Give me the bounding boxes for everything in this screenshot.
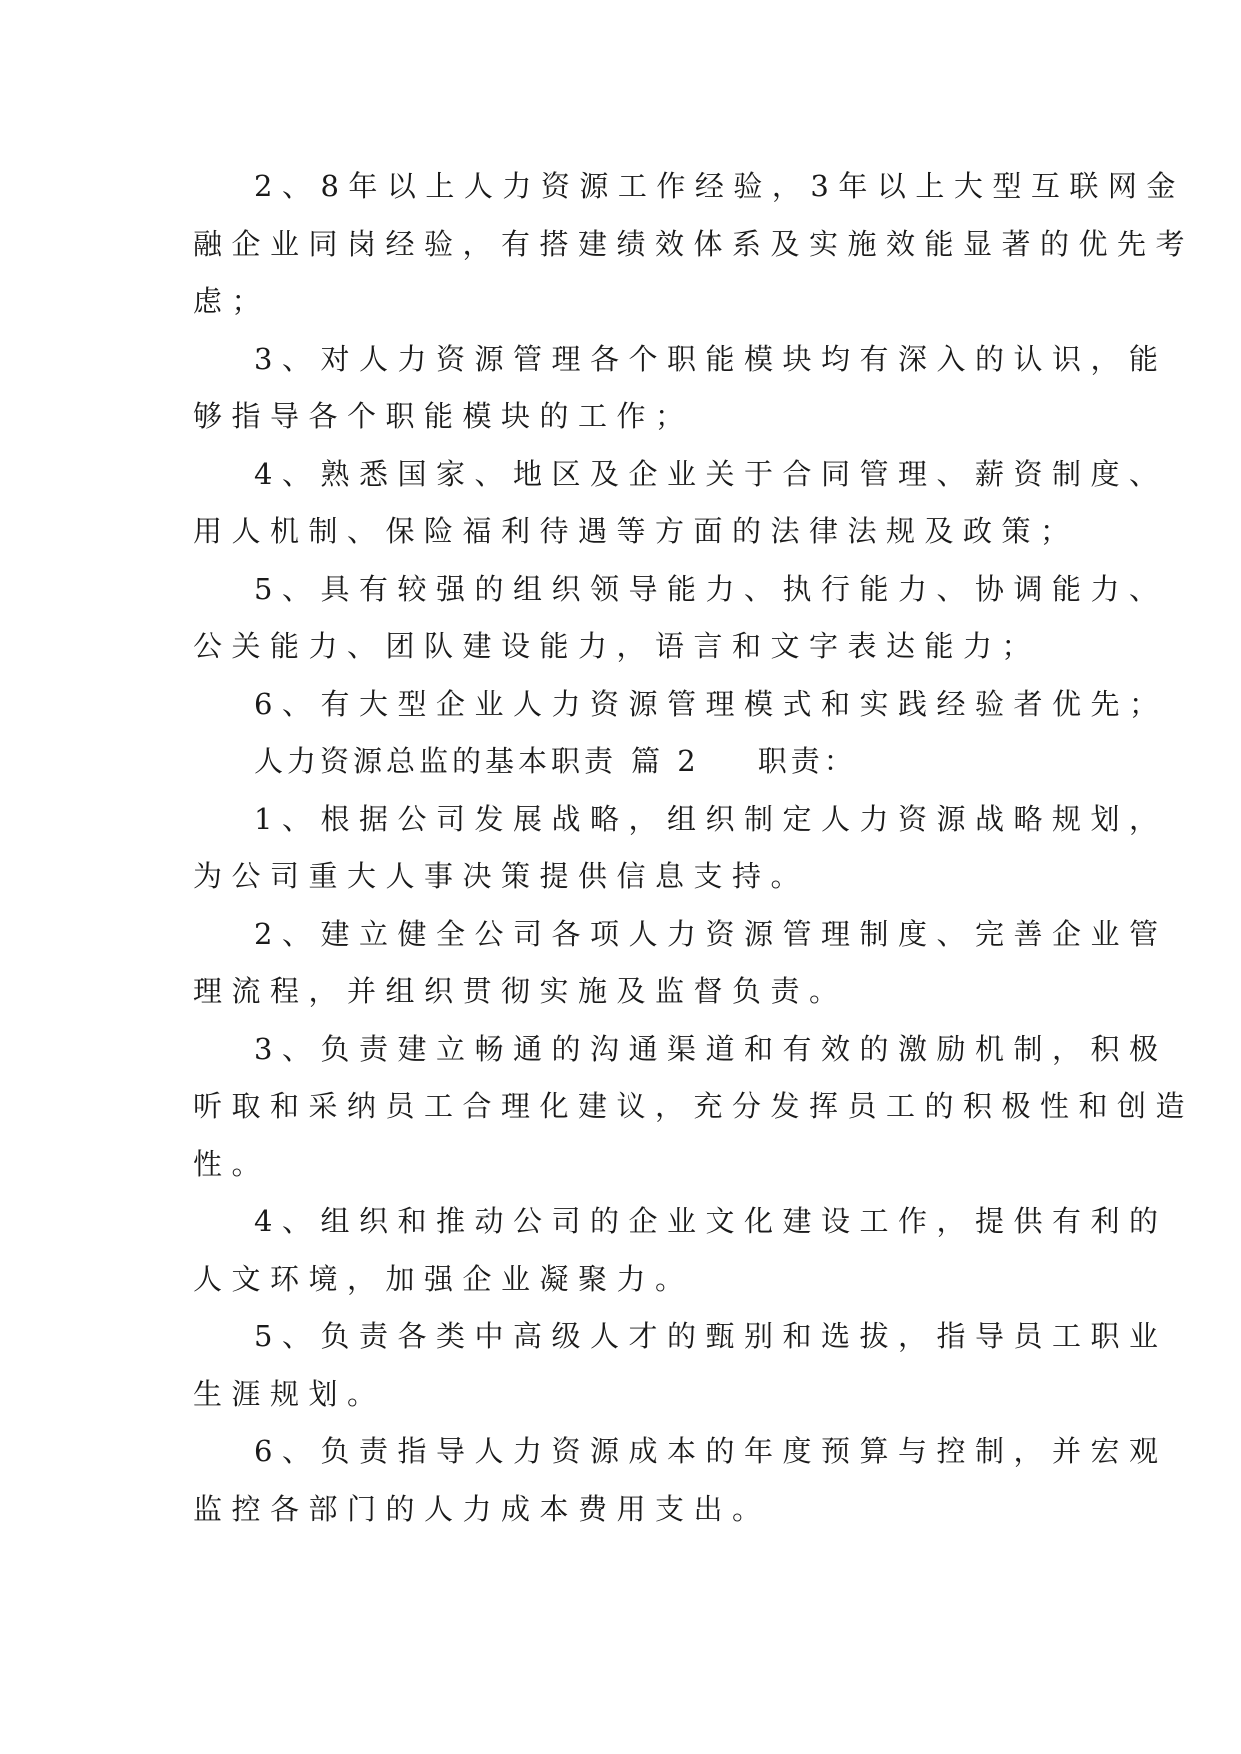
paragraph-line: 生涯规划。 [193, 1377, 386, 1411]
paragraph-line: 理流程，并组织贯彻实施及监督负责。 [193, 974, 848, 1008]
section-label: 职责： [757, 744, 857, 778]
paragraph-line: 3、对人力资源管理各个职能模块均有深入的认识，能 [254, 342, 1168, 376]
paragraph-line: 用人机制、保险福利待遇等方面的法律法规及政策； [193, 514, 1079, 548]
paragraph-line: 2、建立健全公司各项人力资源管理制度、完善企业管 [254, 917, 1168, 951]
section-heading [254, 741, 857, 781]
paragraph-line: 5、具有较强的组织领导能力、执行能力、协调能力、 [254, 572, 1168, 606]
paragraph-line: 3、负责建立畅通的沟通渠道和有效的激励机制，积极 [254, 1032, 1168, 1066]
paragraph-line: 够指导各个职能模块的工作； [193, 399, 694, 433]
paragraph-line: 4、组织和推动公司的企业文化建设工作，提供有利的 [254, 1204, 1168, 1238]
paragraph-line: 性。 [193, 1147, 271, 1181]
paragraph-line: 人文环境，加强企业凝聚力。 [193, 1262, 694, 1296]
paragraph-line: 2、8年以上人力资源工作经验，3年以上大型互联网金 [254, 169, 1185, 203]
section-title: 人力资源总监的基本职责 [254, 744, 618, 778]
paragraph-line: 4、熟悉国家、地区及企业关于合同管理、薪资制度、 [254, 457, 1168, 491]
paragraph-line: 6、负责指导人力资源成本的年度预算与控制，并宏观 [254, 1434, 1168, 1468]
paragraph-line: 监控各部门的人力成本费用支出。 [193, 1492, 771, 1526]
paragraph-line: 5、负责各类中高级人才的甄别和选拔，指导员工职业 [254, 1319, 1168, 1353]
paragraph-line: 虑； [193, 284, 271, 318]
paragraph-line: 公关能力、团队建设能力，语言和文字表达能力； [193, 629, 1041, 663]
paragraph-line: 为公司重大人事决策提供信息支持。 [193, 859, 810, 893]
section-part: 篇 2 [631, 744, 700, 778]
paragraph-line: 1、根据公司发展战略，组织制定人力资源战略规划， [254, 802, 1168, 836]
paragraph-line: 6、有大型企业人力资源管理模式和实践经验者优先； [254, 687, 1168, 721]
paragraph-line: 融企业同岗经验，有搭建绩效体系及实施效能显著的优先考 [193, 227, 1195, 261]
paragraph-line: 听取和采纳员工合理化建议，充分发挥员工的积极性和创造 [193, 1089, 1195, 1123]
